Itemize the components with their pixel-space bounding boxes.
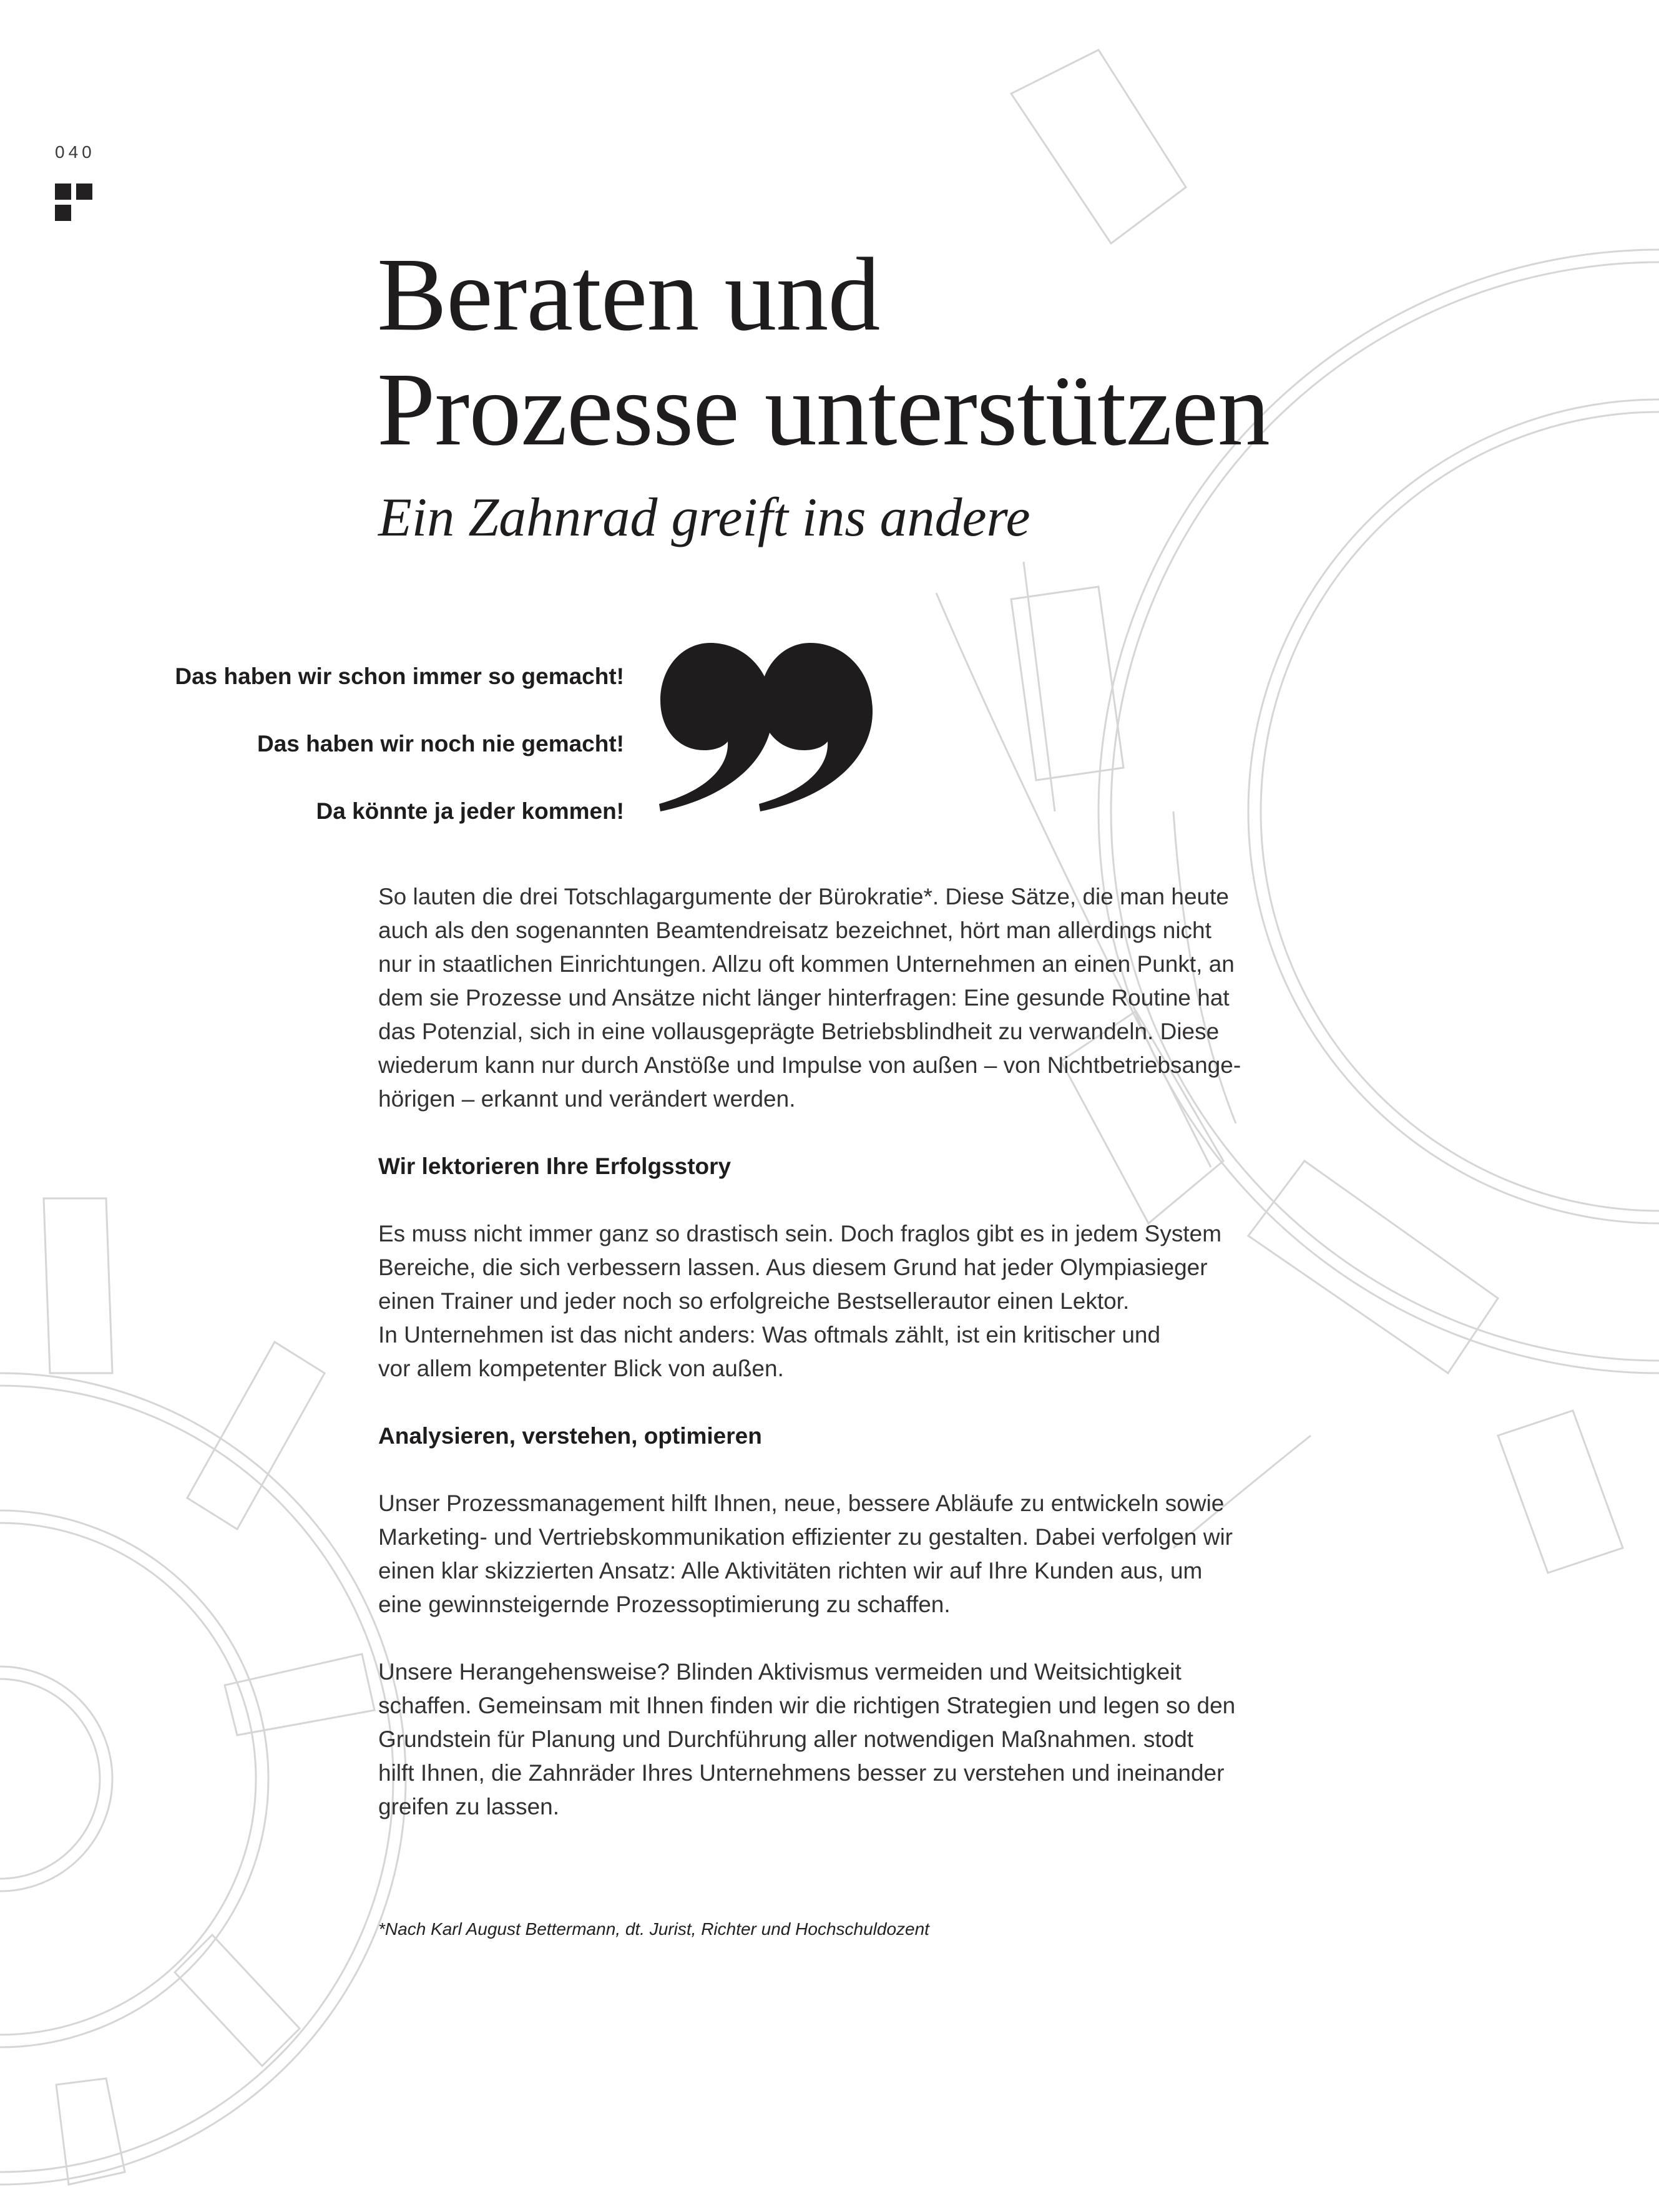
gear-outline-icon [0,1198,406,2185]
text-line: einen klar skizzierten Ansatz: Alle Aktivitäten richten wir auf Ihre Kunden aus, um [378,1558,1203,1583]
page-number: 040 [55,142,95,162]
section-heading: Wir lektorieren Ihre Erfolgsstory [378,1153,732,1179]
text-line: So lauten die drei Totschlagargumente der Bürokratie*. Diese Sätze, die man heute [378,884,1229,909]
text-line: Unser Prozessmanagement hilft Ihnen, neue, bessere Abläufe zu entwickeln sowie [378,1490,1225,1516]
pixel-logo-icon [55,184,94,222]
text-line: In Unternehmen ist das nicht anders: Was oftmals zählt, ist ein kritischer und [378,1322,1161,1348]
text-line: nur in staatlichen Einrichtungen. Allzu oft kommen Unternehmen an einen Punkt, an [378,951,1235,977]
title-line-1: Beraten und [377,237,880,353]
text-line: hilft Ihnen, die Zahnräder Ihres Unternehmens besser zu verstehen und ineinander [378,1760,1225,1786]
text-line: greifen zu lassen. [378,1794,560,1819]
quote-item: Da könnte ja jeder kommen! [316,798,624,824]
quote-item: Das haben wir schon immer so gemacht! [175,663,624,689]
text-line: Marketing- und Vertriebskommunikation effizienter zu gestalten. Dabei verfolgen wir [378,1524,1233,1550]
page-subtitle: Ein Zahnrad greift ins andere [378,487,1030,548]
quote-item: Das haben wir noch nie gemacht! [257,731,624,756]
text-line: wiederum kann nur durch Anstöße und Impulse von außen – von Nichtbetriebsange- [378,1052,1241,1078]
text-line: dem sie Prozesse und Ansätze nicht länger hinterfragen: Eine gesunde Routine hat [378,985,1230,1011]
section-paragraph [378,1487,1252,1622]
page-title [377,237,1270,467]
text-line: Bereiche, die sich verbessern lassen. Aus diesem Grund hat jeder Olympiasieger [378,1255,1208,1280]
text-line: vor allem kompetenter Blick von außen. [378,1356,784,1381]
section-heading: Analysieren, verstehen, optimieren [378,1423,762,1449]
text-line: schaffen. Gemeinsam mit Ihnen finden wir die richtigen Strategien und legen so den [378,1693,1236,1718]
quote-list [156,643,624,845]
text-line: auch als den sogenannten Beamtendreisatz bezeichnet, hört man allerdings nicht [378,918,1211,943]
text-line: das Potenzial, sich in eine vollausgeprägte Betriebsblindheit zu verwandeln. Diese [378,1019,1220,1044]
footnote: *Nach Karl August Bettermann, dt. Jurist, Richter und Hochschuldozent [378,1919,929,1939]
intro-paragraph [378,880,1252,1116]
section-paragraph [378,1655,1252,1824]
section-paragraph [378,1217,1252,1386]
text-line: Grundstein für Planung und Durchführung aller notwendigen Maßnahmen. stodt [378,1726,1194,1752]
article-body [378,880,1252,1857]
text-line: hörigen – erkannt und verändert werden. [378,1086,796,1112]
closing-quote-icon [654,643,873,811]
text-line: Unsere Herangehensweise? Blinden Aktivismus vermeiden und Weitsichtigkeit [378,1659,1182,1685]
title-line-2: Prozesse unterstützen [377,351,1270,467]
text-line: Es muss nicht immer ganz so drastisch sein. Doch fraglos gibt es in jedem System [378,1221,1222,1246]
text-line: einen Trainer und jeder noch so erfolgreiche Bestsellerautor einen Lektor. [378,1288,1130,1314]
text-line: eine gewinnsteigernde Prozessoptimierung zu schaffen. [378,1592,951,1617]
